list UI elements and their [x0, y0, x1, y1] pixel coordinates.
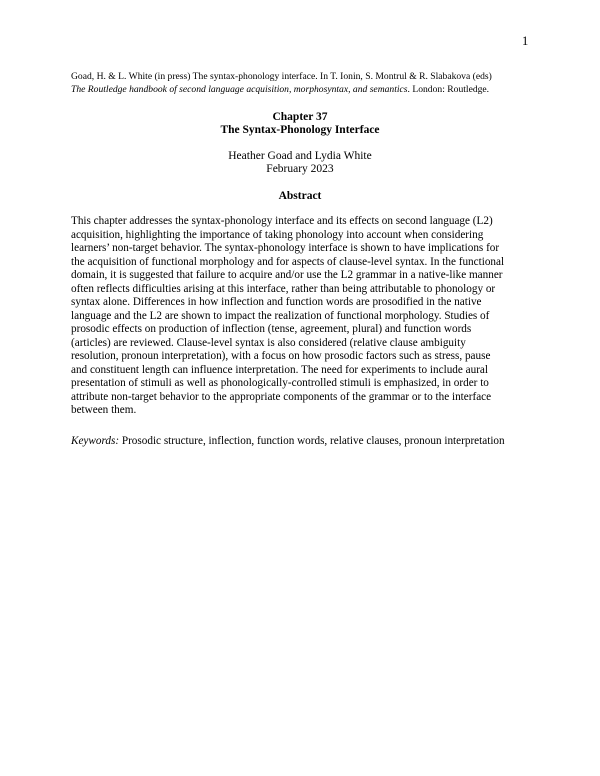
abstract-line: between them. — [71, 404, 137, 416]
abstract-line: resolution, pronoun interpretation), with a focus on how prosodic factors such as stress, pause — [71, 350, 491, 362]
authors: Heather Goad and Lydia White — [228, 150, 372, 162]
citation-line-1: Goad, H. & L. White (in press) The syntax-phonology interface. In T. Ionin, S. Montrul & R. Slabakova (eds) — [71, 71, 492, 82]
abstract-line: often reflects difficulties arising at this interface, rather than being attributable to phonology or — [71, 282, 496, 295]
abstract-body — [71, 215, 533, 418]
abstract-line: prosodic effects on production of inflection (tense, agreement, plural) and function words — [71, 323, 472, 335]
page-number: 1 — [522, 34, 529, 48]
abstract-line: language and the L2 are shown to impact the realization of functional morphology. Studies of — [71, 309, 490, 322]
keywords-label: Keywords: — [71, 435, 120, 447]
abstract-line: learners’ non-target behavior. The syntax-phonology interface is shown to have implications for — [71, 242, 500, 254]
abstract-line: domain, it is suggested that failure to acquire and/or use the L2 grammar in a native-like manner — [71, 269, 503, 281]
date: February 2023 — [266, 163, 334, 175]
keywords-text: Prosodic structure, inflection, function words, relative clauses, pronoun interpretation — [119, 435, 505, 447]
abstract-line: acquisition, highlighting the importance of taking phonology into account when considering — [71, 228, 484, 241]
citation — [71, 70, 541, 96]
abstract-line: (articles) are reviewed. Clause-level syntax is also considered (relative clause ambiguity — [71, 336, 466, 349]
citation-book-title: The Routledge handbook of second language acquisition, morphosyntax, and semantics — [71, 84, 408, 95]
abstract-line: the acquisition of functional morphology and for aspects of clause-level syntax. In the functional — [71, 255, 505, 268]
abstract-line: and constituent length can influence interpretation. The need for experiments to include aural — [71, 363, 488, 376]
abstract-line: syntax alone. Differences in how inflection and function words are prosodified in the native — [71, 296, 482, 308]
abstract-line: presentation of stimuli as well as phonologically-controlled stimuli is emphasized, in order to — [71, 377, 489, 389]
chapter-label: Chapter 37 — [272, 111, 328, 123]
abstract-line: attribute non-target behavior to the appropriate components of the grammar or to the interface — [71, 390, 492, 403]
abstract-heading: Abstract — [278, 190, 322, 202]
citation-line-2 — [71, 83, 541, 96]
citation-publisher: . London: Routledge. — [407, 84, 490, 95]
abstract-line: This chapter addresses the syntax-phonology interface and its effects on second language (L2) — [71, 215, 493, 227]
keywords — [71, 435, 541, 447]
chapter-title: The Syntax-Phonology Interface — [220, 124, 380, 136]
